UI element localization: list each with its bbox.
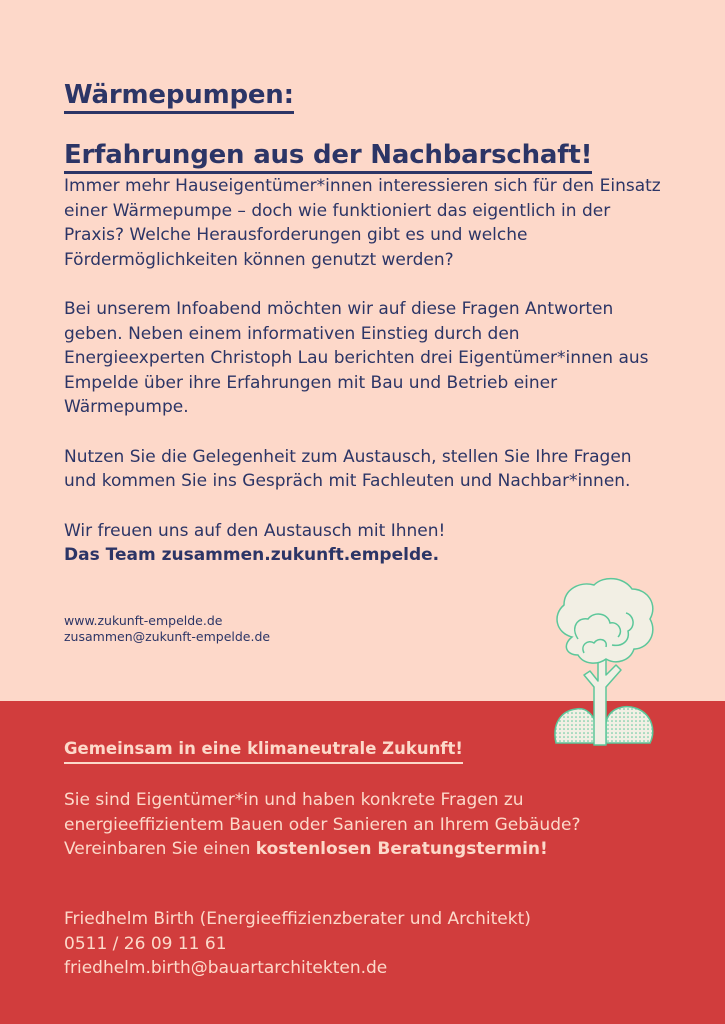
title-line-2: Erfahrungen aus der Nachbarschaft! [64,139,592,174]
bush-right [606,707,653,743]
page-title [64,70,592,180]
intro-text [64,174,664,568]
website-link[interactable]: www.zukunft-empelde.de [64,613,223,628]
advisor-phone[interactable]: 0511 / 26 09 11 61 [64,933,227,954]
offer-body: Sie sind Eigentümer*in und haben konkrete Fragen zu energieeffizientem Bauen oder Sanieren an Ihrem Gebäude? Vereinbaren Sie einen [64,790,581,859]
advisor-contact [64,907,664,981]
tree-icon [550,575,660,750]
slogan-heading: Gemeinsam in eine klimaneutrale Zukunft! [64,737,463,764]
advisor-name: Friedhelm Birth (Energieeffizienzberater und Architekt) [64,909,531,929]
closing-block [64,519,664,568]
intro-paragraph-1: Immer mehr Hauseigentümer*innen interessieren sich für den Einsatz einer Wärmepumpe – doch wie funktioniert das eigentlich in der Praxis? Welche Herausforderungen gibt es und welche Fördermöglichkeiten können genutzt werden? [64,176,661,270]
closing-text: Wir freuen uns auf den Austausch mit Ihnen! [64,520,446,541]
email-link[interactable]: zusammen@zukunft-empelde.de [64,629,271,644]
team-signature: Das Team zusammen.zukunft.empelde. [64,545,440,565]
bush-left [555,709,596,743]
intro-paragraph-2: Bei unserem Infoabend möchten wir auf diese Fragen Antworten geben. Neben einem informativen Einstieg durch den Energieexperten Christoph Lau berichten drei Eigentümer*innen aus Empelde über ihre Erfahrungen mit Bau und Betrieb einer Wärmepumpe. [64,299,649,417]
contact-info [64,613,270,645]
intro-paragraph-3: Nutzen Sie die Gelegenheit zum Austausch, stellen Sie Ihre Fragen und kommen Sie ins Gespräch mit Fachleuten und Nachbar*innen. [64,446,632,491]
offer-text [64,788,584,862]
tree-canopy [557,579,653,663]
offer-highlight: kostenlosen Beratungstermin! [255,839,548,859]
advisor-email[interactable]: friedhelm.birth@bauartarchitekten.de [64,958,388,978]
title-line-1: Wärmepumpen: [64,79,294,114]
